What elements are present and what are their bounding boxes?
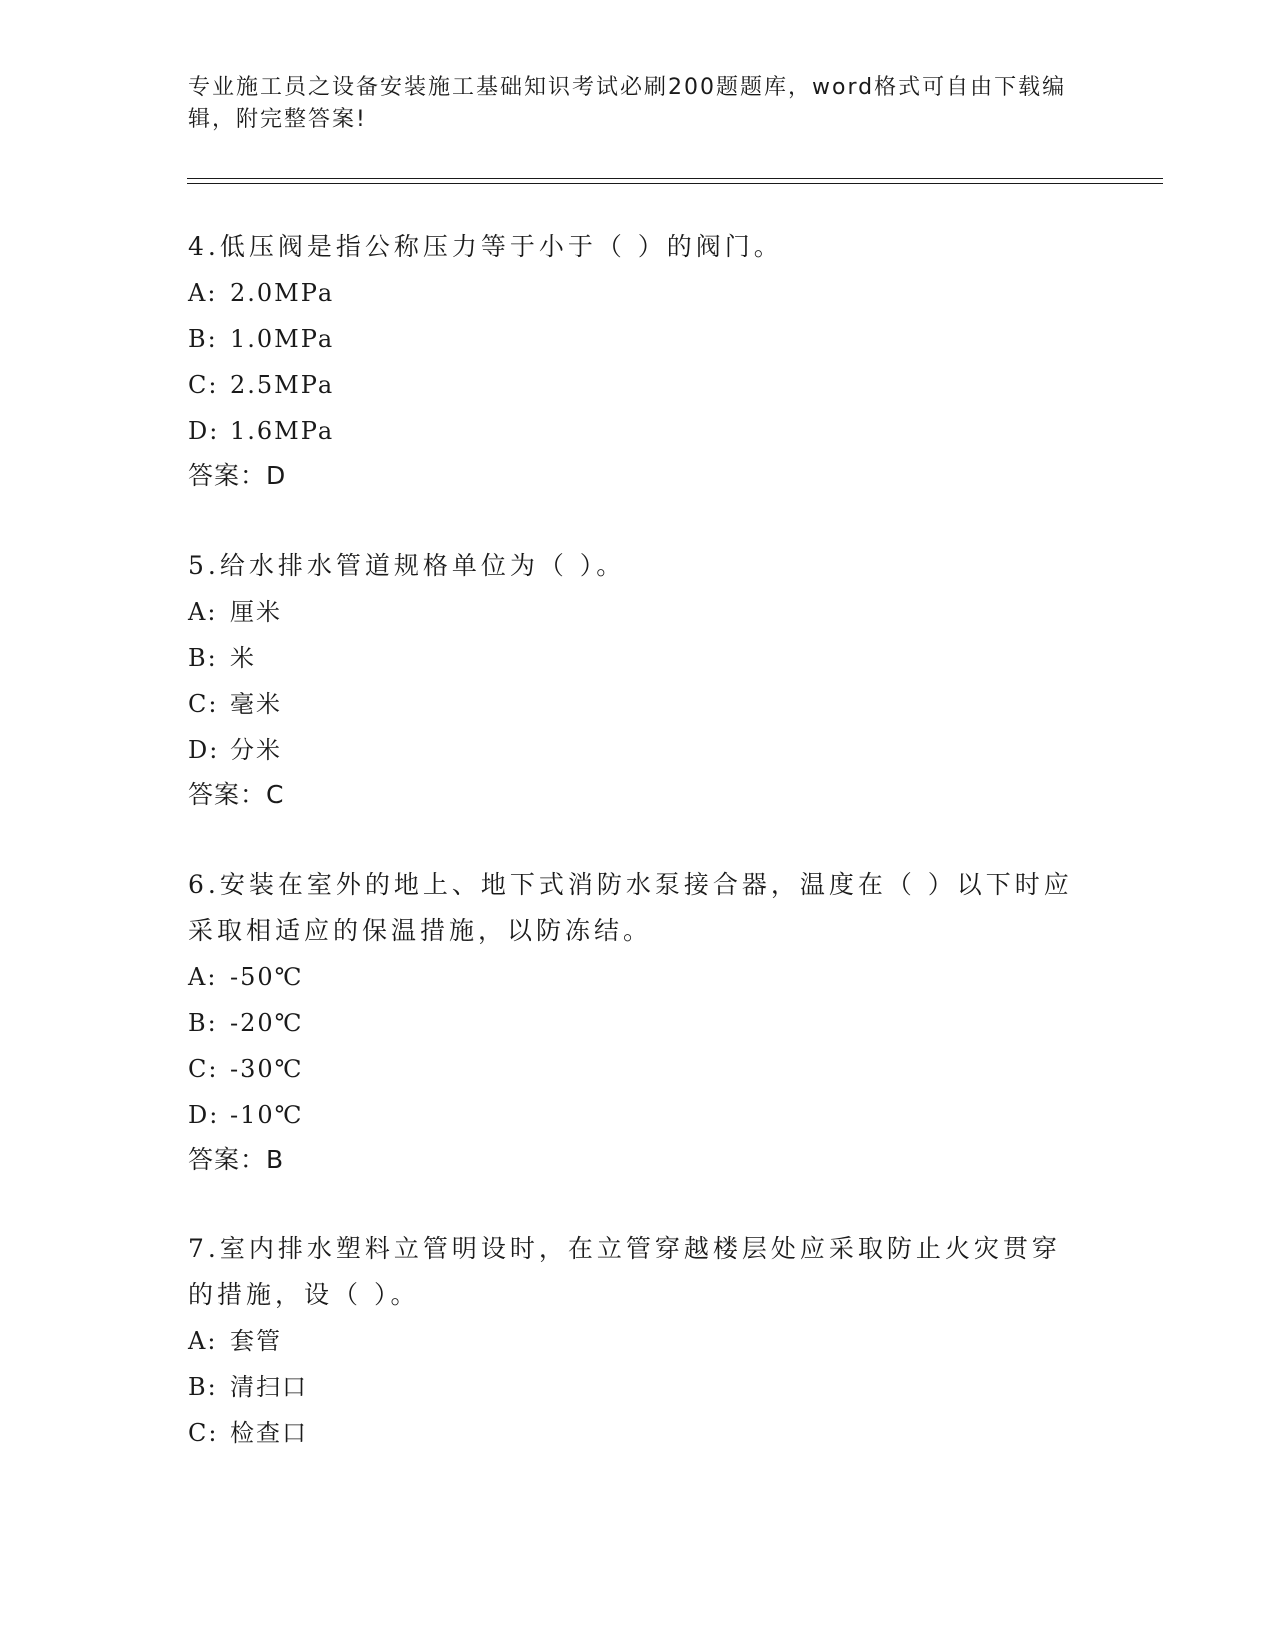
- question-6: [188, 862, 1088, 1182]
- option-a: [188, 954, 1088, 1000]
- option-key: A:: [188, 598, 218, 626]
- option-key: C:: [188, 690, 219, 718]
- option-key: B:: [188, 1373, 218, 1401]
- option-text: 1.0MPa: [230, 325, 335, 353]
- option-text: 检查口: [230, 1419, 308, 1447]
- header-divider-bottom: [187, 183, 1163, 184]
- option-key: C:: [188, 1419, 219, 1447]
- option-key: D:: [188, 736, 220, 764]
- option-b: [188, 635, 1088, 681]
- option-d: [188, 727, 1088, 773]
- option-text: 套管: [230, 1327, 282, 1355]
- answer-label: 答案：D: [188, 461, 287, 490]
- option-a: [188, 589, 1088, 635]
- option-c: [188, 362, 1088, 408]
- option-text: 2.0MPa: [230, 279, 335, 307]
- option-key: A:: [188, 1327, 218, 1355]
- option-b: [188, 316, 1088, 362]
- answer-label: 答案：B: [188, 1145, 285, 1174]
- option-text: 厘米: [230, 598, 282, 626]
- document-header: 专业施工员之设备安装施工基础知识考试必刷200题题库，word格式可自由下载编辑，附完整答案!: [188, 75, 1067, 132]
- option-key: D:: [188, 1101, 220, 1129]
- option-text: 2.5MPa: [230, 371, 335, 399]
- option-d: [188, 1092, 1088, 1138]
- option-text: -30℃: [230, 1055, 304, 1083]
- option-b: [188, 1364, 1088, 1410]
- option-key: A:: [188, 279, 218, 307]
- option-text: -50℃: [230, 963, 304, 991]
- question-5: [188, 543, 1088, 817]
- option-key: B:: [188, 325, 218, 353]
- option-key: B:: [188, 644, 218, 672]
- question-stem: 5.给水排水管道规格单位为（ ）。: [188, 551, 626, 580]
- option-text: -20℃: [230, 1009, 304, 1037]
- answer-label: 答案：C: [188, 780, 285, 809]
- question-stem: 4.低压阀是指公称压力等于小于（ ）的阀门。: [188, 232, 783, 261]
- option-text: 1.6MPa: [230, 417, 335, 445]
- option-c: [188, 1046, 1088, 1092]
- option-text: 毫米: [230, 690, 282, 718]
- option-key: D:: [188, 417, 220, 445]
- option-key: B:: [188, 1009, 218, 1037]
- question-4: [188, 224, 1088, 498]
- question-stem: 6.安装在室外的地上、地下式消防水泵接合器，温度在（ ）以下时应采取相适应的保温措施，以防冻结。: [188, 870, 1073, 945]
- option-a: [188, 1318, 1088, 1364]
- option-key: C:: [188, 1055, 219, 1083]
- option-d: [188, 408, 1088, 454]
- option-b: [188, 1000, 1088, 1046]
- option-text: 分米: [230, 736, 282, 764]
- option-key: C:: [188, 371, 219, 399]
- option-text: 清扫口: [230, 1373, 308, 1401]
- header-divider-top: [187, 178, 1163, 179]
- question-stem: 7.室内排水塑料立管明设时，在立管穿越楼层处应采取防止火灾贯穿的措施，设（ ）。: [188, 1234, 1061, 1309]
- option-c: [188, 1410, 1088, 1456]
- question-7: [188, 1226, 1088, 1456]
- option-text: 米: [230, 644, 256, 672]
- option-a: [188, 270, 1088, 316]
- option-text: -10℃: [230, 1101, 304, 1129]
- option-c: [188, 681, 1088, 727]
- option-key: A:: [188, 963, 218, 991]
